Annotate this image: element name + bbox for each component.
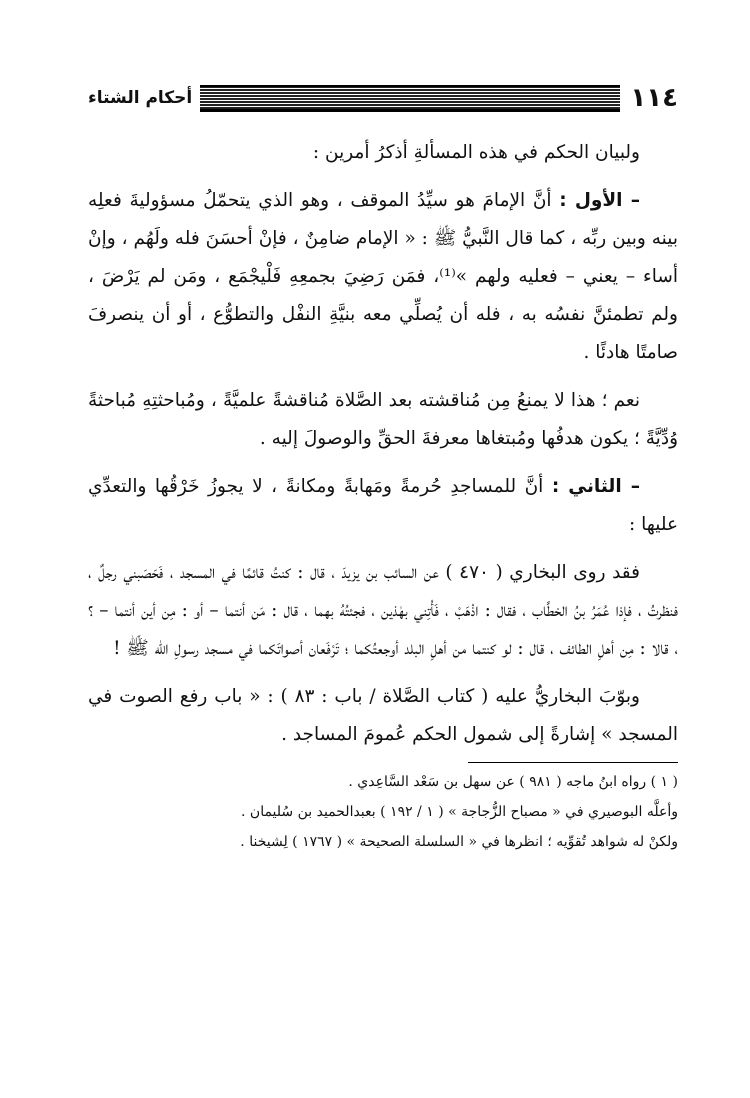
footnote-line: وأعلَّه البوصيري في « مصباح الزُّجاجة » ( ١ / ١٩٢ ) بعبدالحميد بن سُليمان . [241, 804, 678, 820]
footnote-divider [468, 762, 678, 763]
running-title: أحكام الشتاء [88, 88, 193, 108]
paragraph-discussion: نعم ؛ هذا لا يمنعُ مِن مُناقشته بعد الصَّلاة مُناقشةً علميَّةً ، ومُباحثتِهِ مُباحثةً وُدِّيَّةً ؛ يكون هدفُها ومُبتغاها معرفةَ الحقِّ والوصولَ إليه . [88, 390, 678, 449]
first-point-text: أنَّ الإمامَ هو سيِّدُ الموقف ، وهو الذي يتحمّلُ مسؤوليةَ فعلِه بينه وبين ربِّه ، كما قال النَّبيُّ ﷺ : « الإمام ضامِنٌ ، فإنْ أحسَنَ فله ولَهُم ، وإنْ أساء – يعني – فعليه ولهم »⁽¹⁾، فمَن رَضِيَ بجمعِهِ فَلْيجْمَع ، ومَن لم يَرْضَ ، ولم تطمئنَّ نفسُه به ، فله أن يُصلِّي معه بنيَّةِ النفْل والتطوُّع ، أو أن ينصرفَ صامتًا هادئًا . [88, 190, 678, 363]
footnotes [88, 767, 678, 857]
body-text [88, 134, 678, 754]
second-point-heading: – الثاني : [551, 476, 640, 497]
book-page [88, 78, 678, 857]
footnote-line: ( ١ ) رواه ابنُ ماجه ( ٩٨١ ) عن سهل بن سَعْد السَّاعِدي . [348, 774, 678, 790]
paragraph-bukhari-chapter: وبوّبَ البخاريُّ عليه ( كتاب الصَّلاة / باب : ٨٣ ) : « باب رفع الصوت في المسجد » إشارةً إلى شمول الحكم عُمومَ المساجد . [88, 686, 678, 745]
header-ornament-rule [200, 85, 620, 112]
page-header [88, 78, 678, 118]
footnote-line: ولكنْ له شواهد تُقوِّيه ؛ انظرها في « السلسلة الصحيحة » ( ١٧٦٧ ) لِشيخنا . [240, 834, 678, 850]
paragraph-first-point [88, 182, 678, 372]
first-point-heading: – الأول : [559, 190, 640, 211]
page-number: ١١٤ [630, 83, 678, 113]
second-point-text: أنَّ للمساجدِ حُرمةً ومَهابةً ومكانةً ، لا يجوزُ خَرْقُها والتعدِّي عليها : [88, 476, 678, 535]
paragraph-intro: ولبيان الحكم في هذه المسألةِ أذكرُ أمرين : [312, 142, 640, 163]
paragraph-hadith: فقد روى البخاري ( ٤٧٠ ) عن السائب بن يزيدَ ، قال : كنتُ قائمًا في المسجد ، فَحَصَبني رجلٌ ، فنظرتُ ، فإذا عُمَرُ بنُ الخطَّاب ، فقال : اذْهَبْ ، فَأْتِني بهٰذين ، فجئتُهُ بهما ، قال : مَن أنتما – أو : مِن أين أنتما – ؟ ، قالا : مِن أهلِ الطائف ، قال : لو كنتما من أهلِ البلد أوجعتُكما ؛ تَرْفَعان أصواتَكما في مسجد رسولِ اللّٰه ﷺ ! [88, 562, 678, 659]
paragraph-second-point [88, 468, 678, 544]
